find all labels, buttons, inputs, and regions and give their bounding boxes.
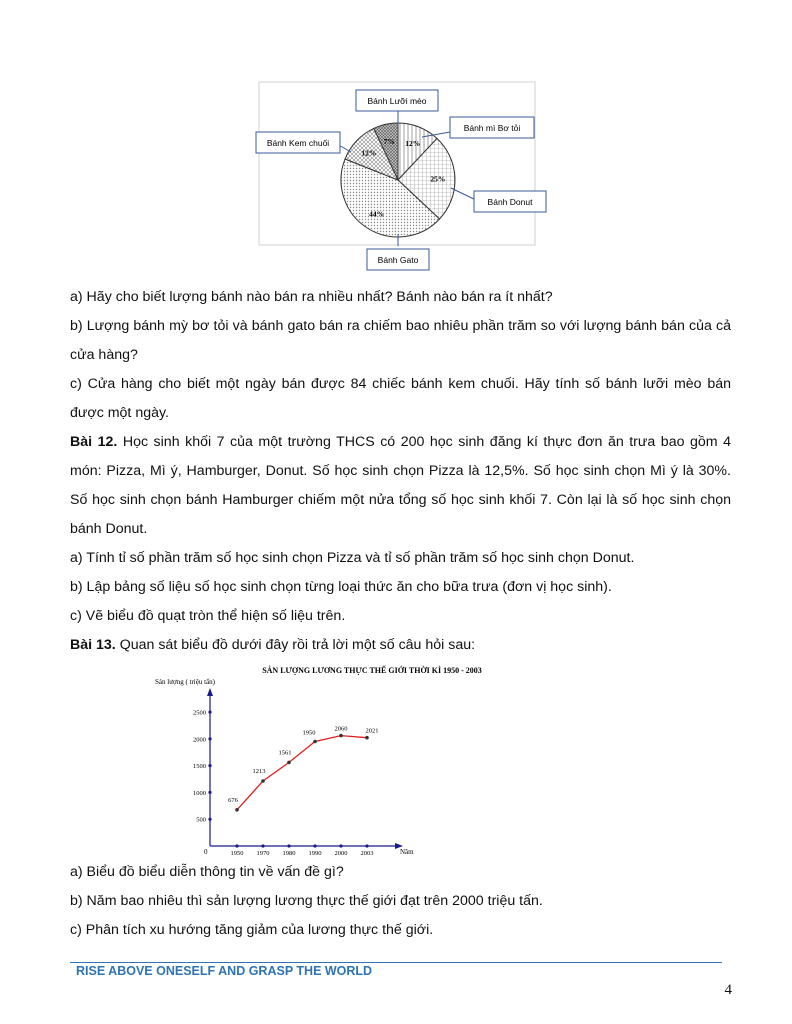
y-tick-mark-0 xyxy=(208,818,211,821)
question-12b: b) Lập bảng số liệu số học sinh chọn từng loại thức ăn cho bữa trưa (đơn vị học sinh). xyxy=(70,579,612,595)
line-chart-ylabel: Sản lượng ( triệu tấn) xyxy=(155,678,215,686)
y-tick-label-3: 2000 xyxy=(193,736,206,744)
pie-label-bo-toi: Bánh mì Bơ tỏi xyxy=(463,123,521,133)
data-point-3 xyxy=(313,740,317,744)
question-11a: a) Hãy cho biết lượng bánh nào bán ra nhiều nhất? Bánh nào bán ra ít nhất? xyxy=(70,289,553,305)
exercise-12-title: Bài 12. xyxy=(70,434,118,450)
data-label-4: 2060 xyxy=(334,725,348,733)
question-12c: c) Vẽ biểu đồ quạt tròn thể hiện số liệu trên. xyxy=(70,608,346,624)
data-label-5: 2021 xyxy=(365,727,379,735)
data-point-2 xyxy=(287,761,291,765)
y-tick-label-4: 2500 xyxy=(193,709,206,717)
x-tick-label-4: 2000 xyxy=(334,850,348,857)
question-11b: b) Lượng bánh mỳ bơ tỏi và bánh gato bán ra chiếm bao nhiêu phần trăm so với lượng bánh bán của cả cửa hàng? xyxy=(70,318,731,363)
line-chart-origin: 0 xyxy=(204,848,208,856)
y-tick-label-0: 500 xyxy=(196,816,206,824)
question-13c: c) Phân tích xu hướng tăng giảm của lương thực thế giới. xyxy=(70,922,434,938)
data-point-5 xyxy=(365,736,369,740)
x-tick-mark-3 xyxy=(313,844,316,847)
question-13a: a) Biểu đồ biểu diễn thông tin về vấn đề gì? xyxy=(70,864,344,880)
pie-label-luoi-meo: Bánh Lưỡi mèo xyxy=(367,96,427,106)
footer-divider xyxy=(70,962,722,963)
pie-pct-label-4: 12% xyxy=(361,148,377,158)
x-tick-label-0: 1950 xyxy=(230,850,244,857)
x-tick-mark-4 xyxy=(339,844,342,847)
pie-pct-label-0: 7% xyxy=(383,137,395,147)
y-tick-mark-2 xyxy=(208,764,211,767)
data-label-2: 1561 xyxy=(278,749,292,757)
exercise-12-text: Học sinh khối 7 của một trường THCS có 200 học sinh đăng kí thực đơn ăn trưa bao gồm 4 món: Pizza, Mì ý, Hamburger, Donut. Số học sinh chọn Pizza là 12,5%. Số học sinh chọn Mì ý là 30%. Số học sinh chọn bánh Hamburger chiếm một nửa tổng số học sinh khối 7. Còn lại là số học sinh chọn bánh Donut. xyxy=(70,434,731,537)
exercise-13-title: Bài 13. xyxy=(70,637,116,653)
y-tick-label-2: 1500 xyxy=(193,763,206,771)
x-tick-mark-5 xyxy=(365,844,368,847)
x-tick-label-1: 1970 xyxy=(256,850,270,857)
x-tick-label-3: 1990 xyxy=(308,850,322,857)
line-chart-title: SẢN LƯỢNG LƯƠNG THỰC THẾ GIỚI THỜI KÌ 1950 - 2003 xyxy=(262,666,482,675)
question-12a: a) Tính tỉ số phần trăm số học sinh chọn Pizza và tỉ số phần trăm số học sinh chọn Donut. xyxy=(70,550,635,566)
x-tick-label-2: 1980 xyxy=(282,850,296,857)
line-chart xyxy=(150,660,530,860)
data-point-1 xyxy=(261,779,265,783)
exercise-12 xyxy=(70,428,731,544)
exercise-13-text: Quan sát biểu đồ dưới đây rồi trả lời một số câu hỏi sau: xyxy=(115,637,476,653)
y-tick-label-1: 1000 xyxy=(193,789,206,797)
data-label-0: 676 xyxy=(228,796,238,804)
data-point-4 xyxy=(339,734,343,738)
footer-slogan: RISE ABOVE ONESELF AND GRASP THE WORLD xyxy=(76,964,373,978)
question-13b: b) Năm bao nhiêu thì sản lượng lương thực thế giới đạt trên 2000 triệu tấn. xyxy=(70,893,543,909)
pie-pct-label-1: 12% xyxy=(405,138,421,148)
pie-chart xyxy=(250,80,550,275)
data-point-0 xyxy=(235,808,239,812)
question-11c: c) Cửa hàng cho biết một ngày bán được 84 chiếc bánh kem chuối. Hãy tính số bánh lưỡi mèo bán được một ngày. xyxy=(70,376,731,421)
x-tick-mark-0 xyxy=(235,844,238,847)
page-number: 4 xyxy=(724,982,732,998)
pie-label-gato: Bánh Gato xyxy=(377,255,419,265)
pie-label-donut: Bánh Donut xyxy=(487,197,533,207)
pie-pct-label-3: 44% xyxy=(369,209,385,219)
x-tick-mark-2 xyxy=(287,844,290,847)
x-tick-mark-1 xyxy=(261,844,264,847)
data-label-1: 1213 xyxy=(252,768,266,775)
pie-pct-label-2: 25% xyxy=(430,174,446,184)
y-tick-mark-1 xyxy=(208,791,211,794)
line-chart-xlabel: Năm xyxy=(400,848,414,856)
pie-label-kem-chuoi: Bánh Kem chuối xyxy=(266,138,330,148)
y-tick-mark-3 xyxy=(208,737,211,740)
x-tick-label-5: 2003 xyxy=(360,850,374,857)
exercise-13 xyxy=(70,631,731,660)
y-tick-mark-4 xyxy=(208,711,211,714)
data-label-3: 1950 xyxy=(302,729,316,737)
